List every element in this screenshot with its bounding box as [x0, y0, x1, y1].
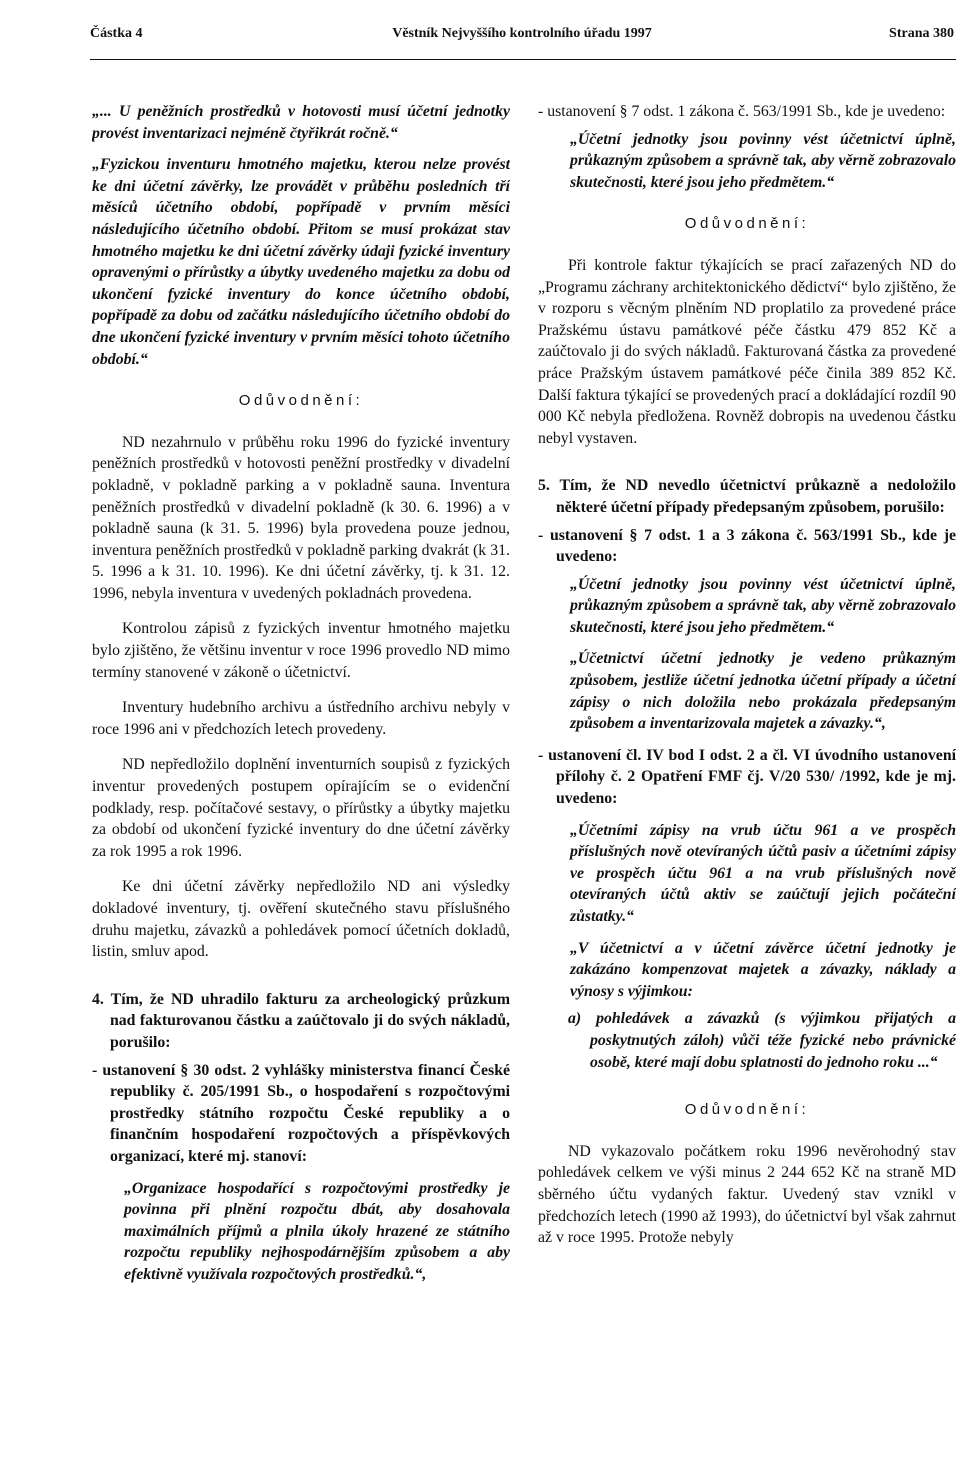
regulation-item: - ustanovení § 7 odst. 1 zákona č. 563/1991 Sb., kde je uvedeno: [538, 103, 946, 120]
issue-number: Částka 4 [90, 26, 143, 41]
quote-account-961: „Účetními zápisy na vrub účtu 961 a ve prospěch příslušných nově otevíraných účtů pasiv a účetními zápisy ve prospěch účtu 961 a na vrub příslušných nově otevíraných účtů aktiv se zaúčtují jejich počáteční zůstatky.“ [570, 821, 956, 925]
header-rule [90, 59, 956, 60]
quote-accounting-law: „Účetní jednotky jsou povinny vést účetnictví úplně, průkazným způsobem a správně tak, aby věrně zobrazovalo skutečnosti, které jsou jeho předmětem.“ [570, 130, 956, 191]
regulation-item: - ustanovení § 30 odst. 2 vyhlášky ministerstva financí České republiky č. 205/1991 Sb., o hospodaření s rozpočtovými prostředky státního rozpočtu České republiky a o finančním hospodaření rozpočtových a příspěvkových organizací, které mj. stanoví: [92, 1061, 510, 1165]
paragraph: ND nezahrnulo v průběhu roku 1996 do fyzické inventury peněžních prostředků v hotovosti peněžní prostředky v divadelní pokladně, v pokladně parking a v pokladně sauna. Inventura peněžních prostředků v divadelní pokladně (k 30. 6. 1996) a v pokladně sauna (k 31. 5. 1996) byla provedena pouze jednou, inventura peněžních prostředků v pokladně parking dvakrát (k 31. 5. 1996 a k 31. 10. 1996). Ke dni účetní závěrky, tj. k 31. 12. 1996, nebyla inventura v uvedených pokladnách provedena. [92, 433, 510, 602]
exception-item-a: a) pohledávek a závazků (s výjimkou přijatých a poskytnutých záloh) vůči téže fyzické nebo právnické osobě, které mají dobu splatnosti do jednoho roku ...“ [568, 1010, 956, 1071]
paragraph: Inventury hudebního archivu a ústředního archivu nebyly v roce 1996 ani v předchozích letech provedeny. [92, 699, 510, 738]
paragraph: Ke dni účetní závěrky nepředložilo ND ani výsledky dokladové inventury, tj. ověření skutečného stavu příslušného druhu majetku, závazků a pohledávek pomocí účetních dokladů, listin, smluv apod. [92, 878, 510, 961]
section-heading-justification: Odůvodnění: [684, 1101, 810, 1119]
right-column [538, 101, 956, 1446]
section-heading-justification: Odůvodnění: [238, 392, 364, 410]
regulation-item: - ustanovení § 7 odst. 1 a 3 zákona č. 563/1991 Sb., kde je uvedeno: [538, 526, 956, 566]
paragraph: ND vykazovalo počátkem roku 1996 nevěrohodný stav pohledávek celkem ve výši minus 2 244 652 Kč na straně MD sběrného účtu vydaných faktur. Uvedený stav vznikl v předchozích letech (1990 až 1993), do účetnictví byl však zahrnut až v roce 1995. Protože nebyly [538, 1142, 956, 1247]
quote-budget-rules: „Organizace hospodařící s rozpočtovými prostředky je povinna při plnění rozpočtu dbát, aby dosahovala maximálních příjmů a plnila úkoly hrazené ze státního rozpočtu republiky nejhospodárnějším způsobem a aby efektivně využívala rozpočtových prostředků.“, [124, 1179, 510, 1283]
page-header [90, 26, 954, 54]
finding-point-5: 5. Tím, že ND nevedlo účetnictví průkazně a nedoložilo některé účetní případy předepsaným způsobem, porušilo: [538, 477, 956, 516]
paragraph: Při kontrole faktur týkajících se prací zařazených ND do „Programu záchrany architektonického dědictví“ bylo zjištěno, že v rozporu s věcným plněním ND proplatilo za provedené práce Pražskému ústavu památkové péče částku 479 852 Kč a zaúčtovalo ji do svých nákladů. Fakturovaná částka za provedené práce Pražským ústavem památkové péče činila 389 852 Kč. Další faktura týkající se provedených prací a dokládající rozdíl 90 000 Kč nebyla předložena. Rovněž dobropis na uvedenou částku nebyl vystaven. [538, 256, 956, 447]
finding-point-4: 4. Tím, že ND uhradilo fakturu za archeologický průzkum nad fakturovanou částku a zaúčtovalo ji do svých nákladů, porušilo: [92, 990, 510, 1051]
quote-compensation-ban: „V účetnictví a v účetní závěrce účetní jednotky je zakázáno kompenzovat majetek a závazky, náklady a výnosy s výjimkou: [570, 939, 956, 1000]
quote-accounting-law: „Účetní jednotky jsou povinny vést účetnictví úplně, průkazným způsobem a správně tak, aby věrně zobrazovalo skutečnosti, které jsou jeho předmětem.“ [570, 575, 956, 636]
paragraph: ND nepředložilo doplnění inventurních soupisů z fyzických inventur provedených postupem opírajícím se o evidenční podklady, resp. počítačové sestavy, o přírůstky a úbytky majetku za období od ukončení fyzické inventury do dne účetní závěrky za rok 1995 a rok 1996. [92, 756, 510, 860]
page-number: Strana 380 [889, 26, 954, 41]
left-column [92, 101, 510, 1446]
section-heading-justification: Odůvodnění: [684, 215, 810, 233]
paragraph: Kontrolou zápisů z fyzických inventur hmotného majetku bylo zjištěno, že většinu inventur v roce 1996 provedlo ND mimo termíny stanovené v zákoně o účetnictví. [92, 620, 510, 681]
quote-physical-inventory: „Fyzickou inventuru hmotného majetku, kterou nelze provést ke dni účetní závěrky, lze provádět v průběhu posledních tří měsíců účetního období, popřípadě v prvním měsíci následujícího účetního období. Přitom se musí prokázat stav hmotného majetku ke dni účetní závěrky údaji fyzické inventury opravenými o přírůstky a úbytky uvedeného majetku za dobu od ukončení fyzické inventury do konce účetního období, popřípadě za dobu od začátku následujícího účetního období do dne ukončení fyzické inventury v prvním měsíci tohoto účetního období.“ [92, 156, 510, 368]
journal-title: Věstník Nejvyššího kontrolního úřadu 1997 [392, 26, 652, 41]
quote-evidence: „Účetnictví účetní jednotky je vedeno průkazným způsobem, jestliže účetní jednotka účetní případy a účetní zápisy o nich doložila nebo prokázala předepsaným způsobem a inventarizovala majetek a závazky.“, [570, 650, 956, 733]
quote-cash-inventory: „... U peněžních prostředků v hotovosti musí účetní jednotky provést inventarizaci nejméně čtyřikrát ročně.“ [92, 103, 510, 142]
regulation-item: - ustanovení čl. IV bod I odst. 2 a čl. VI úvodního ustanovení přílohy č. 2 Opatření FMF čj. V/20 530/ /1992, kde je mj. uvedeno: [538, 746, 956, 808]
